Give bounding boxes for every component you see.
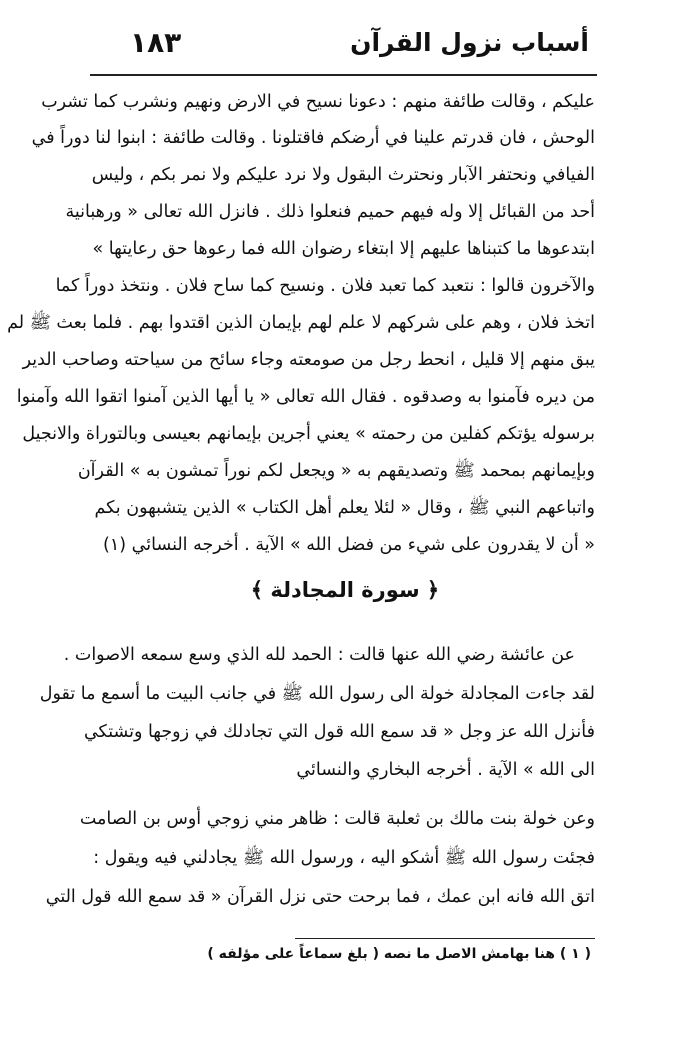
text-line: الفيافي ونحتفر الآبار ونحترث البقول ولا نرد عليكم ولا نمر بكم ، وليس (91, 165, 595, 185)
text-line: ابتدعوها ما كتبناها عليهم إلا ابتغاء رضوان الله فما رعوها حق رعايتها » (92, 239, 595, 259)
text-line: الى الله » الآية . أخرجه البخاري والنسائي (296, 760, 595, 780)
page-number: ١٨٣ (130, 26, 182, 59)
running-header-title: أسباب نزول القرآن (350, 28, 589, 57)
text-line: واتباعهم النبي ﷺ ، وقال « لئلا يعلم أهل الكتاب » الذين يتشبهون بكم (94, 498, 595, 518)
text-line: اتخذ فلان ، وهم على شركهم لا علم لهم بإيمان الذين اقتدوا بهم . فلما بعث ﷺ لم (7, 313, 595, 333)
text-line: يبق منهم إلا قليل ، انحط رجل من صومعته وجاء سائح من سياحته وصاحب الدير (22, 350, 595, 370)
text-line: عن عائشة رضي الله عنها قالت : الحمد لله الذي وسع سمعه الاصوات . (63, 645, 575, 665)
text-line: من ديره فآمنوا به وصدقوه . فقال الله تعالى « يا أيها الذين آمنوا اتقوا الله وآمنوا (16, 387, 595, 407)
text-line: فأنزل الله عز وجل « قد سمع الله قول التي تجادلك في زوجها وتشتكي (83, 722, 595, 742)
footnote-rule (295, 938, 595, 939)
text-line: الوحش ، فان قدرتم علينا في أرضكم فاقتلونا . وقالت طائفة : ابنوا لنا دوراً في (31, 128, 595, 148)
text-line: وعن خولة بنت مالك بن ثعلبة قالت : ظاهر مني زوجي أوس بن الصامت (79, 809, 595, 829)
text-line: برسوله يؤتكم كفلين من رحمته » يعني أجرين بإيمانهم بعيسى وبالتوراة والانجيل (22, 424, 595, 444)
text-line: اتق الله فانه ابن عمك ، فما برحت حتى نزل القرآن « قد سمع الله قول التي (45, 887, 595, 907)
text-line: فجئت رسول الله ﷺ أشكو اليه ، ورسول الله ﷺ يجادلني فيه ويقول : (93, 848, 595, 868)
text-line: عليكم ، وقالت طائفة منهم : دعونا نسيح في الارض ونهيم ونشرب كما تشرب (41, 92, 595, 112)
text-line: أحد من القبائل إلا وله فيهم حميم فنعلوا ذلك . فانزل الله تعالى « ورهبانية (65, 202, 595, 222)
text-line: وبإيمانهم بمحمد ﷺ وتصديقهم به « ويجعل لكم نوراً تمشون به » القرآن (77, 461, 595, 481)
text-line: « أن لا يقدرون على شيء من فضل الله » الآية . أخرجه النسائي (١) (103, 535, 595, 555)
footnote: ( ١ ) هنا بهامش الاصل ما نصه ( بلغ سماعاً على مؤلفه ) (207, 946, 591, 962)
text-line: لقد جاءت المجادلة خولة الى رسول الله ﷺ في جانب البيت ما أسمع ما تقول (39, 684, 595, 704)
section-heading: ﴿ سورة المجادلة ﴾ (250, 578, 440, 602)
text-line: والآخرون قالوا : نتعبد كما تعبد فلان . ونسيح كما ساح فلان . ونتخذ دوراً كما (55, 276, 595, 296)
header-rule (90, 74, 597, 76)
